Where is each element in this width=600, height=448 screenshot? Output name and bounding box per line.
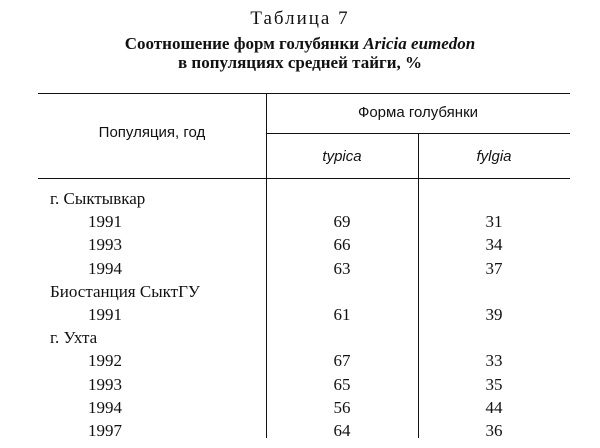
table-row [0, 350, 600, 372]
table-row [0, 397, 600, 419]
typica-value: 64 [333, 421, 351, 440]
table-top-rule [38, 93, 570, 94]
typica-value: 56 [333, 397, 351, 417]
year-label: 1993 [88, 374, 122, 394]
year-label: 1991 [88, 212, 122, 232]
table-row [0, 304, 600, 326]
group-row [0, 281, 600, 303]
table-row [0, 211, 600, 233]
fylgia-value: 34 [485, 235, 503, 255]
group-row [0, 188, 600, 210]
header-bottom-rule [38, 178, 570, 179]
typica-value: 63 [333, 258, 351, 278]
header-population: Популяция, год [98, 124, 206, 141]
population-name: г. Сыктывкар [50, 189, 146, 208]
fylgia-value: 44 [485, 397, 503, 417]
table-row [0, 420, 600, 442]
year-label: 1992 [88, 351, 122, 371]
table-title-line2: в популяциях средней тайги, % [177, 53, 423, 72]
year-label: 1993 [88, 235, 122, 255]
population-name: г. Ухта [50, 328, 98, 348]
year-label: 1994 [88, 258, 122, 278]
typica-value: 69 [333, 212, 351, 232]
population-name: Биостанция СыктГУ [50, 281, 200, 301]
fylgia-value: 33 [485, 351, 503, 371]
table-row [0, 374, 600, 396]
table-row [0, 258, 600, 280]
header-fylgia: fylgia [476, 148, 512, 165]
header-form: Форма голубянки [357, 104, 479, 121]
year-label: 1991 [88, 305, 122, 324]
header-typica: typica [322, 148, 362, 165]
fylgia-value: 36 [485, 421, 503, 440]
typica-value: 66 [333, 235, 351, 255]
fylgia-value: 37 [485, 258, 503, 278]
table-caption: Таблица 7 [250, 8, 350, 29]
species-name: Aricia eumedon [363, 34, 476, 53]
group-row [0, 327, 600, 349]
fylgia-value: 35 [485, 374, 503, 394]
fylgia-value: 39 [485, 305, 503, 324]
title-prefix: Соотношение форм голубянки [124, 34, 364, 53]
table-title-line1 [0, 34, 600, 53]
typica-value: 65 [333, 374, 351, 394]
table-row [0, 234, 600, 256]
typica-value: 67 [333, 351, 351, 371]
year-label: 1994 [88, 397, 122, 417]
typica-value: 61 [333, 305, 351, 324]
fylgia-value: 31 [485, 212, 503, 232]
year-label: 1997 [88, 421, 122, 440]
